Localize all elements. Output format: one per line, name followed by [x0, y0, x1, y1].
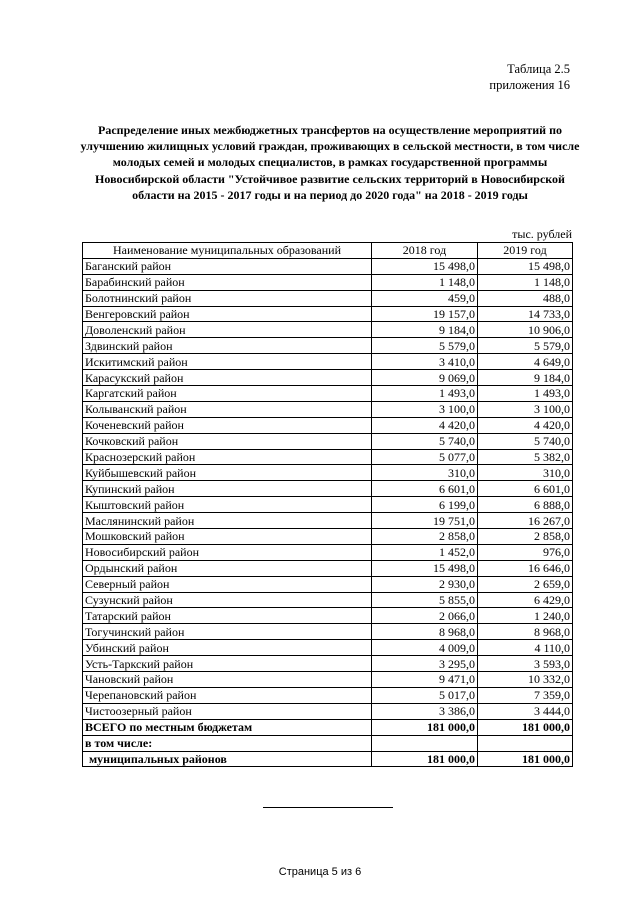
value-2019: 5 579,0	[478, 338, 573, 354]
total-2019: 181 000,0	[478, 719, 573, 735]
district-name: Барабинский район	[83, 274, 372, 290]
value-2019: 488,0	[478, 290, 573, 306]
value-2019: 2 858,0	[478, 529, 573, 545]
value-2019: 10 332,0	[478, 672, 573, 688]
empty-cell	[478, 735, 573, 751]
value-2018: 9 471,0	[372, 672, 478, 688]
appendix-reference: приложения 16	[489, 78, 570, 92]
table-row	[83, 608, 573, 624]
value-2019: 1 148,0	[478, 274, 573, 290]
table-row	[83, 497, 573, 513]
table-row	[83, 624, 573, 640]
district-name: Баганский район	[83, 258, 372, 274]
table-row	[83, 370, 573, 386]
district-name: Усть-Таркский район	[83, 656, 372, 672]
value-2019: 3 593,0	[478, 656, 573, 672]
value-2019: 6 429,0	[478, 592, 573, 608]
total-2018: 181 000,0	[372, 719, 478, 735]
table-row	[83, 306, 573, 322]
table-row	[83, 386, 573, 402]
value-2018: 4 009,0	[372, 640, 478, 656]
table-row	[83, 433, 573, 449]
table-reference	[489, 61, 570, 93]
value-2018: 2 858,0	[372, 529, 478, 545]
district-name: Коченевский район	[83, 417, 372, 433]
value-2018: 6 601,0	[372, 481, 478, 497]
table-row	[83, 687, 573, 703]
district-name: Венгеровский район	[83, 306, 372, 322]
district-name: Колыванский район	[83, 401, 372, 417]
table-number: Таблица 2.5	[507, 62, 570, 76]
municipal-2019: 181 000,0	[478, 751, 573, 767]
district-name: Кыштовский район	[83, 497, 372, 513]
empty-cell	[372, 735, 478, 751]
district-name: Искитимский район	[83, 354, 372, 370]
district-name: Татарский район	[83, 608, 372, 624]
value-2018: 8 968,0	[372, 624, 478, 640]
table-row	[83, 560, 573, 576]
total-label: ВСЕГО по местным бюджетам	[83, 719, 372, 735]
district-name: Болотнинский район	[83, 290, 372, 306]
value-2018: 19 751,0	[372, 513, 478, 529]
value-2018: 15 498,0	[372, 258, 478, 274]
page-number: Страница 5 из 6	[278, 866, 362, 878]
municipal-2018: 181 000,0	[372, 751, 478, 767]
value-2019: 3 444,0	[478, 703, 573, 719]
table-row	[83, 576, 573, 592]
district-name: Чановский район	[83, 672, 372, 688]
value-2019: 4 649,0	[478, 354, 573, 370]
table-row	[83, 465, 573, 481]
value-2019: 14 733,0	[478, 306, 573, 322]
value-2018: 5 077,0	[372, 449, 478, 465]
value-2018: 9 069,0	[372, 370, 478, 386]
table-row	[83, 290, 573, 306]
value-2018: 3 386,0	[372, 703, 478, 719]
table-row	[83, 640, 573, 656]
table-row	[83, 481, 573, 497]
column-header-name: Наименование муниципальных образований	[83, 243, 372, 259]
value-2019: 4 110,0	[478, 640, 573, 656]
column-header-2019: 2019 год	[478, 243, 573, 259]
units-label: тыс. рублей	[512, 227, 572, 241]
including-row	[83, 735, 573, 751]
value-2019: 9 184,0	[478, 370, 573, 386]
district-name: Купинский район	[83, 481, 372, 497]
value-2019: 310,0	[478, 465, 573, 481]
district-name: Чистоозерный район	[83, 703, 372, 719]
distribution-table	[82, 242, 573, 767]
value-2018: 5 579,0	[372, 338, 478, 354]
value-2018: 2 066,0	[372, 608, 478, 624]
value-2019: 3 100,0	[478, 401, 573, 417]
total-row	[83, 719, 573, 735]
value-2019: 5 740,0	[478, 433, 573, 449]
district-name: Маслянинский район	[83, 513, 372, 529]
value-2019: 6 888,0	[478, 497, 573, 513]
table-row	[83, 703, 573, 719]
district-name: Каргатский район	[83, 386, 372, 402]
value-2018: 3 295,0	[372, 656, 478, 672]
table-header-row	[83, 243, 573, 259]
value-2019: 10 906,0	[478, 322, 573, 338]
table-row	[83, 417, 573, 433]
value-2019: 6 601,0	[478, 481, 573, 497]
value-2018: 1 452,0	[372, 544, 478, 560]
value-2018: 1 493,0	[372, 386, 478, 402]
table-row	[83, 672, 573, 688]
value-2019: 1 240,0	[478, 608, 573, 624]
table-row	[83, 354, 573, 370]
value-2019: 4 420,0	[478, 417, 573, 433]
table-row	[83, 544, 573, 560]
district-name: Здвинский район	[83, 338, 372, 354]
value-2018: 3 410,0	[372, 354, 478, 370]
value-2019: 7 359,0	[478, 687, 573, 703]
table-row	[83, 656, 573, 672]
value-2019: 976,0	[478, 544, 573, 560]
value-2018: 310,0	[372, 465, 478, 481]
table-row	[83, 338, 573, 354]
value-2018: 5 740,0	[372, 433, 478, 449]
district-name: Карасукский район	[83, 370, 372, 386]
document-title: Распределение иных межбюджетных трансфертов на осуществление мероприятий по улучшению жилищных условий граждан, проживающих в сельской местности, в том числе молодых семей и молодых специалистов, в рамках государственной программы Новосибирской области "Устойчивое развитие сельских территорий в Новосибирской области на 2015 - 2017 годы и на период до 2020 года" на 2018 - 2019 годы	[80, 123, 580, 202]
value-2019: 5 382,0	[478, 449, 573, 465]
value-2019: 16 267,0	[478, 513, 573, 529]
value-2018: 1 148,0	[372, 274, 478, 290]
including-label: в том числе:	[83, 735, 372, 751]
table-row	[83, 274, 573, 290]
value-2018: 19 157,0	[372, 306, 478, 322]
value-2018: 5 017,0	[372, 687, 478, 703]
table-row	[83, 322, 573, 338]
district-name: Куйбышевский район	[83, 465, 372, 481]
column-header-2018: 2018 год	[372, 243, 478, 259]
district-name: Кочковский район	[83, 433, 372, 449]
value-2018: 6 199,0	[372, 497, 478, 513]
value-2018: 15 498,0	[372, 560, 478, 576]
municipal-label: муниципальных районов	[83, 751, 372, 767]
district-name: Убинский район	[83, 640, 372, 656]
table-row	[83, 449, 573, 465]
value-2019: 16 646,0	[478, 560, 573, 576]
value-2019: 15 498,0	[478, 258, 573, 274]
district-name: Новосибирский район	[83, 544, 372, 560]
table-row	[83, 513, 573, 529]
value-2018: 459,0	[372, 290, 478, 306]
table-row	[83, 592, 573, 608]
value-2018: 4 420,0	[372, 417, 478, 433]
value-2018: 3 100,0	[372, 401, 478, 417]
district-name: Краснозерский район	[83, 449, 372, 465]
value-2019: 2 659,0	[478, 576, 573, 592]
municipal-row	[83, 751, 573, 767]
table-row	[83, 258, 573, 274]
district-name: Сузунский район	[83, 592, 372, 608]
district-name: Ордынский район	[83, 560, 372, 576]
value-2018: 2 930,0	[372, 576, 478, 592]
table-row	[83, 529, 573, 545]
value-2019: 8 968,0	[478, 624, 573, 640]
district-name: Доволенский район	[83, 322, 372, 338]
district-name: Мошковский район	[83, 529, 372, 545]
table-row	[83, 401, 573, 417]
value-2019: 1 493,0	[478, 386, 573, 402]
value-2018: 5 855,0	[372, 592, 478, 608]
district-name: Тогучинский район	[83, 624, 372, 640]
district-name: Черепановский район	[83, 687, 372, 703]
district-name: Северный район	[83, 576, 372, 592]
separator-line	[263, 807, 393, 808]
value-2018: 9 184,0	[372, 322, 478, 338]
